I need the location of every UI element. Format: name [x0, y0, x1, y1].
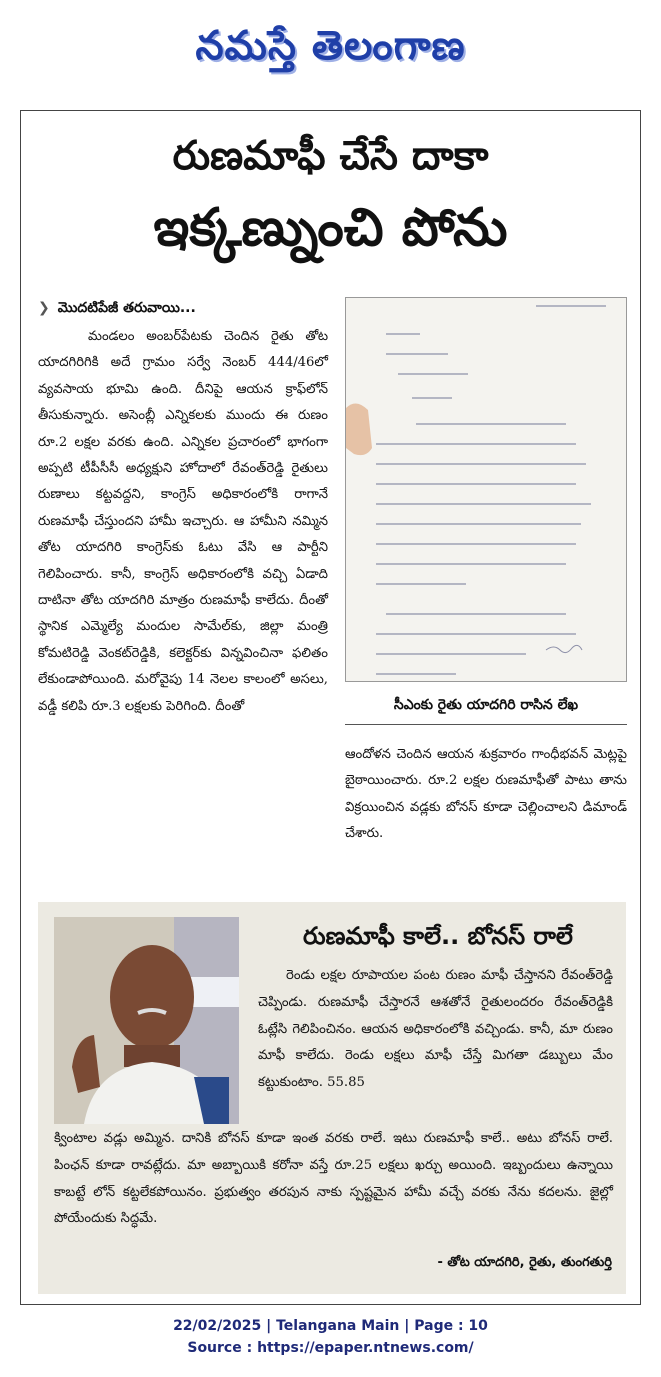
- image-caption: సీఎంకు రైతు యాదగిరి రాసిన లేఖ: [393, 697, 579, 713]
- article-left-column: మండలం అంబర్‌పేటకు చెందిన రైతు తోట యాదగిరిగికి అదే గ్రామం సర్వే నెంబర్ 444/46లో వ్యవసాయ భూమి ఉంది. దీనిపై ఆయన క్రాఫ్‌లోన్ తీసుకున్నారు. అసెంబ్లీ ఎన్నికలకు ముందు ఈ రుణం రూ.2 లక్షల వరకు ఉంది. ఎన్నికల ప్రచారంలో భాగంగా అప్పటి టీపీసీసీ అధ్యక్షుని హోదాలో రేవంత్‌రెడ్డి రైతులు రుణాలు కట్టవద్దని, కాంగ్రెస్ అధికారంలోకి రాగానే రుణమాఫీ చేస్తుందని హామీ ఇచ్చారు. ఆ హామీని నమ్మిన తోట యాదగిరి కాంగ్రెస్‌కు ఓటు వేసి ఆ పార్టీని గెలిపించారు. కానీ, కాంగ్రెస్ అధికారంలోకి వచ్చి ఏడాది దాటినా తోట యాదగిరి మాత్రం రుణమాఫీ కాలేదు. దీంతో స్థానిక ఎమ్మెల్యే మందుల సామేల్‌కు, జిల్లా మంత్రి కోమటిరెడ్డి వెంకట్‌రెడ్డికి, కలెక్టర్‌కు విన్నవించినా ఫలితం లేకుండాపోయింది. మరోవైపు 14 నెలల కాలంలో అసలు, వడ్డీ కలిపి రూ.3 లక్షలకు పెరిగింది. దీంతో: [38, 329, 328, 714]
- quote-author: - తోట యాదగిరి, రైతు, తుంగతుర్తి: [437, 1255, 612, 1270]
- handwritten-letter-image: [345, 297, 627, 682]
- masthead-title: నమస్తే తెలంగాణ: [195, 23, 466, 69]
- caption-divider: [345, 724, 627, 725]
- continuation-label: [38, 296, 338, 320]
- chevron-right-icon: ❯: [38, 300, 50, 316]
- headline-line-2: ఇక్కణ్నుంచి పోను: [153, 198, 508, 258]
- quote-box-text-top: రెండు లక్షల రూపాయల పంట రుణం మాఫీ చేస్తానని రేవంత్‌రెడ్డి చెప్పిండు. రుణమాఫీ చేస్తారనే ఆశతోనే రైతులందరం రేవంత్‌రెడ్డికి ఓట్లేసి గెలిపించినం. ఆయన అధికారంలోకి వచ్చిండు. కానీ, మా రుణం మాఫీ కాలేదు. రెండు లక్షలు మాఫీ చేస్తే మిగతా డబ్బులు మేం కట్టుకుంటాం. 55.85: [258, 968, 613, 1091]
- farmer-photo: [54, 917, 239, 1124]
- farmer-illustration: [54, 917, 239, 1124]
- continuation-text: మొదటిపేజీ తరువాయి...: [57, 300, 196, 316]
- headline-line-1: రుణమాఫీ చేసే దాకా: [172, 133, 489, 179]
- quote-box-title: రుణమాఫీ కాలే.. బోనస్ రాలే: [303, 922, 573, 950]
- quote-box-text-bottom: క్వింటాల వడ్లు అమ్మిన. దానికి బోనస్ కూడా ఇంత వరకు రాలే. ఇటు రుణమాఫీ కాలే.. అటు బోనస్ రాలే. పింఛన్ కూడా రావట్లేదు. మా అబ్బాయికి కరోనా వస్తే రూ.25 లక్షలు ఖర్చు అయింది. ఇబ్బందులు ఉన్నాయి కాబట్టే లోన్ కట్టలేకపోయినం. ప్రభుత్వం తరపున నాకు స్పష్టమైన హామీ వచ్చే వరకు నేను కదలను. జైల్లో పోయేందుకు సిద్ధమే.: [54, 1131, 613, 1227]
- letter-illustration: [346, 298, 627, 682]
- article-right-column: ఆందోళన చెందిన ఆయన శుక్రవారం గాంధీభవన్ మెట్లపై బైఠాయించారు. రూ.2 లక్షల రుణమాఫీతో పాటు తాను విక్రయించిన వడ్లకు బోనస్ కూడా చెల్లించాలని డిమాండ్ చేశారు.: [345, 747, 627, 842]
- footer-edition-info: 22/02/2025 | Telangana Main | Page : 10: [173, 1318, 488, 1334]
- footer-source-link[interactable]: Source : https://epaper.ntnews.com/: [187, 1340, 474, 1356]
